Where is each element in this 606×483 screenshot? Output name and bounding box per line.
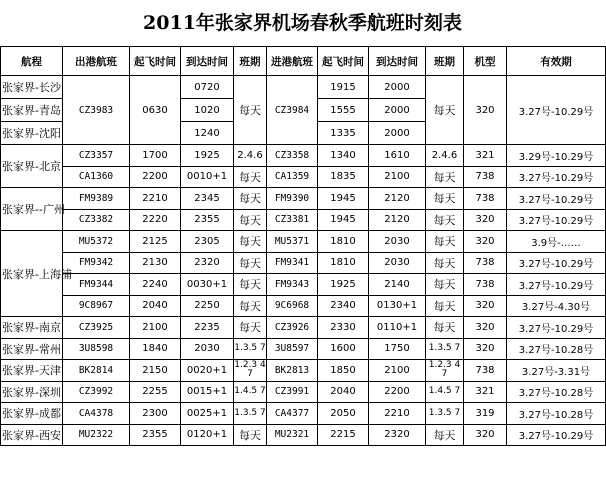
- header-validity: 有效期: [507, 47, 606, 76]
- out-dep-cell: 0630: [130, 76, 181, 145]
- in-arr-cell: 2200: [369, 381, 426, 403]
- out-dep-cell: 2240: [130, 274, 181, 296]
- out-dep-cell: 2355: [130, 424, 181, 446]
- in-dep-cell: 1945: [318, 209, 369, 231]
- out-arr-cell: 1020: [181, 99, 234, 122]
- out-flight-cell: MU2322: [63, 424, 130, 446]
- in-flight-cell: CZ3984: [267, 76, 318, 145]
- out-flight-cell: CZ3983: [63, 76, 130, 145]
- header-out-dep: 起飞时间: [130, 47, 181, 76]
- in-flight-cell: CA4377: [267, 403, 318, 425]
- out-flight-cell: BK2814: [63, 360, 130, 382]
- aircraft-cell: 738: [464, 274, 507, 296]
- in-arr-cell: 2210: [369, 403, 426, 425]
- in-days-cell: 1.4.5 7: [426, 381, 464, 403]
- in-dep-cell: 1340: [318, 145, 369, 167]
- header-out-arr: 到达时间: [181, 47, 234, 76]
- aircraft-cell: 321: [464, 145, 507, 167]
- in-dep-cell: 2050: [318, 403, 369, 425]
- in-days-cell: 每天: [426, 252, 464, 274]
- validity-cell: 3.27号-10.29号: [507, 424, 606, 446]
- flight-schedule-table: [0, 46, 606, 446]
- route-cell: 张家界-长沙: [1, 76, 63, 99]
- out-arr-cell: 1240: [181, 122, 234, 145]
- aircraft-cell: 319: [464, 403, 507, 425]
- in-flight-cell: BK2813: [267, 360, 318, 382]
- aircraft-cell: 738: [464, 166, 507, 188]
- out-flight-cell: CZ3925: [63, 317, 130, 339]
- in-arr-cell: 1610: [369, 145, 426, 167]
- route-cell: 张家界-常州: [1, 338, 63, 360]
- out-flight-cell: MU5372: [63, 231, 130, 253]
- out-days-cell: 每天: [234, 252, 267, 274]
- route-cell: 张家界-青岛: [1, 99, 63, 122]
- in-arr-cell: 2140: [369, 274, 426, 296]
- out-arr-cell: 0015+1: [181, 381, 234, 403]
- in-days-cell: 每天: [426, 231, 464, 253]
- out-dep-cell: 2130: [130, 252, 181, 274]
- out-days-cell: 1.3.5 7: [234, 403, 267, 425]
- in-days-cell: 每天: [426, 209, 464, 231]
- in-dep-cell: 1810: [318, 252, 369, 274]
- table-row: [1, 188, 606, 210]
- in-arr-cell: 2320: [369, 424, 426, 446]
- table-row: [1, 166, 606, 188]
- out-dep-cell: 1700: [130, 145, 181, 167]
- validity-cell: 3.27号-10.28号: [507, 338, 606, 360]
- validity-cell: 3.27号-10.28号: [507, 403, 606, 425]
- in-days-cell: 每天: [426, 188, 464, 210]
- out-flight-cell: CZ3992: [63, 381, 130, 403]
- route-cell: 张家界-沈阳: [1, 122, 63, 145]
- validity-cell: 3.27号-10.29号: [507, 188, 606, 210]
- in-dep-cell: 1850: [318, 360, 369, 382]
- in-days-cell: 每天: [426, 295, 464, 317]
- aircraft-cell: 320: [464, 424, 507, 446]
- table-row: [1, 209, 606, 231]
- table-row: [1, 381, 606, 403]
- aircraft-cell: 320: [464, 231, 507, 253]
- out-arr-cell: 2355: [181, 209, 234, 231]
- in-flight-cell: MU2321: [267, 424, 318, 446]
- table-row: [1, 360, 606, 382]
- in-flight-cell: FM9390: [267, 188, 318, 210]
- out-flight-cell: FM9389: [63, 188, 130, 210]
- out-flight-cell: 9C8967: [63, 295, 130, 317]
- in-arr-cell: 2100: [369, 360, 426, 382]
- out-days-cell: 每天: [234, 76, 267, 145]
- table-row: [1, 252, 606, 274]
- header-aircraft: 机型: [464, 47, 507, 76]
- in-flight-cell: CZ3991: [267, 381, 318, 403]
- in-days-cell: 每天: [426, 317, 464, 339]
- aircraft-cell: 320: [464, 317, 507, 339]
- out-arr-cell: 2030: [181, 338, 234, 360]
- validity-cell: 3.27号-10.29号: [507, 76, 606, 145]
- out-days-cell: 每天: [234, 231, 267, 253]
- out-dep-cell: 2150: [130, 360, 181, 382]
- out-dep-cell: 2040: [130, 295, 181, 317]
- header-out-flight: 出港航班: [63, 47, 130, 76]
- header-in-days: 班期: [426, 47, 464, 76]
- route-cell: 张家界-北京: [1, 145, 63, 188]
- in-arr-cell: 2000: [369, 99, 426, 122]
- out-flight-cell: FM9344: [63, 274, 130, 296]
- in-flight-cell: 3U8597: [267, 338, 318, 360]
- table-row: [1, 76, 606, 99]
- validity-cell: 3.27号-10.29号: [507, 252, 606, 274]
- in-arr-cell: 2000: [369, 76, 426, 99]
- header-in-flight: 进港航班: [267, 47, 318, 76]
- in-dep-cell: 2340: [318, 295, 369, 317]
- in-flight-cell: FM9343: [267, 274, 318, 296]
- header-in-arr: 到达时间: [369, 47, 426, 76]
- in-arr-cell: 2000: [369, 122, 426, 145]
- out-arr-cell: 0020+1: [181, 360, 234, 382]
- validity-cell: 3.27号-4.30号: [507, 295, 606, 317]
- out-flight-cell: CZ3382: [63, 209, 130, 231]
- out-arr-cell: 2320: [181, 252, 234, 274]
- aircraft-cell: 320: [464, 209, 507, 231]
- validity-cell: 3.27号-10.29号: [507, 274, 606, 296]
- in-days-cell: 2.4.6: [426, 145, 464, 167]
- out-arr-cell: 0025+1: [181, 403, 234, 425]
- out-flight-cell: CZ3357: [63, 145, 130, 167]
- in-days-cell: 1.2.3 4 7: [426, 360, 464, 382]
- aircraft-cell: 320: [464, 295, 507, 317]
- out-flight-cell: CA1360: [63, 166, 130, 188]
- header-route: 航程: [1, 47, 63, 76]
- header-out-days: 班期: [234, 47, 267, 76]
- validity-cell: 3.27号-3.31号: [507, 360, 606, 382]
- aircraft-cell: 738: [464, 252, 507, 274]
- validity-cell: 3.27号-10.29号: [507, 166, 606, 188]
- in-dep-cell: 2215: [318, 424, 369, 446]
- out-days-cell: 1.3.5 7: [234, 338, 267, 360]
- table-row: [1, 338, 606, 360]
- in-arr-cell: 2030: [369, 231, 426, 253]
- out-dep-cell: 2300: [130, 403, 181, 425]
- out-flight-cell: 3U8598: [63, 338, 130, 360]
- out-days-cell: 2.4.6: [234, 145, 267, 167]
- in-dep-cell: 1835: [318, 166, 369, 188]
- in-arr-cell: 0110+1: [369, 317, 426, 339]
- in-dep-cell: 1925: [318, 274, 369, 296]
- table-row: [1, 145, 606, 167]
- out-arr-cell: 0030+1: [181, 274, 234, 296]
- in-dep-cell: 1945: [318, 188, 369, 210]
- route-cell: 张家界--广州: [1, 188, 63, 231]
- in-flight-cell: CA1359: [267, 166, 318, 188]
- route-cell: 张家界-深圳: [1, 381, 63, 403]
- out-days-cell: 每天: [234, 188, 267, 210]
- aircraft-cell: 320: [464, 338, 507, 360]
- table-row: [1, 403, 606, 425]
- in-dep-cell: 1810: [318, 231, 369, 253]
- route-cell: 张家界-天津: [1, 360, 63, 382]
- out-arr-cell: 2250: [181, 295, 234, 317]
- out-dep-cell: 2255: [130, 381, 181, 403]
- in-days-cell: 1.3.5 7: [426, 338, 464, 360]
- validity-cell: 3.27号-10.29号: [507, 209, 606, 231]
- validity-cell: 3.29号-10.29号: [507, 145, 606, 167]
- in-flight-cell: CZ3926: [267, 317, 318, 339]
- out-dep-cell: 2100: [130, 317, 181, 339]
- in-arr-cell: 1750: [369, 338, 426, 360]
- out-days-cell: 每天: [234, 166, 267, 188]
- in-arr-cell: 2030: [369, 252, 426, 274]
- in-days-cell: 每天: [426, 166, 464, 188]
- out-arr-cell: 2235: [181, 317, 234, 339]
- route-cell: 张家界-南京: [1, 317, 63, 339]
- in-days-cell: 每天: [426, 76, 464, 145]
- table-row: [1, 295, 606, 317]
- aircraft-cell: 321: [464, 381, 507, 403]
- in-arr-cell: 2120: [369, 209, 426, 231]
- out-arr-cell: 0010+1: [181, 166, 234, 188]
- page-title: 2011年张家界机场春秋季航班时刻表: [143, 12, 462, 34]
- in-arr-cell: 0130+1: [369, 295, 426, 317]
- in-flight-cell: FM9341: [267, 252, 318, 274]
- in-arr-cell: 2120: [369, 188, 426, 210]
- aircraft-cell: 320: [464, 76, 507, 145]
- in-dep-cell: 2330: [318, 317, 369, 339]
- in-flight-cell: CZ3358: [267, 145, 318, 167]
- aircraft-cell: 738: [464, 188, 507, 210]
- in-days-cell: 1.3.5 7: [426, 403, 464, 425]
- table-row: [1, 231, 606, 253]
- out-dep-cell: 1840: [130, 338, 181, 360]
- out-dep-cell: 2220: [130, 209, 181, 231]
- in-days-cell: 每天: [426, 274, 464, 296]
- in-flight-cell: CZ3381: [267, 209, 318, 231]
- out-days-cell: 每天: [234, 424, 267, 446]
- route-cell: 张家界-上海浦: [1, 231, 63, 317]
- out-dep-cell: 2210: [130, 188, 181, 210]
- table-row: [1, 424, 606, 446]
- aircraft-cell: 738: [464, 360, 507, 382]
- out-days-cell: 1.2.3 4 7: [234, 360, 266, 380]
- validity-cell: 3.9号-……: [507, 231, 606, 253]
- validity-cell: 3.27号-10.29号: [507, 317, 606, 339]
- validity-cell: 3.27号-10.28号: [507, 381, 606, 403]
- out-days-cell: 每天: [234, 295, 267, 317]
- in-flight-cell: MU5371: [267, 231, 318, 253]
- table-row: [1, 274, 606, 296]
- out-flight-cell: FM9342: [63, 252, 130, 274]
- route-cell: 张家界-西安: [1, 424, 63, 446]
- out-arr-cell: 0720: [181, 76, 234, 99]
- out-days-cell: 1.4.5 7: [234, 381, 267, 403]
- out-arr-cell: 1925: [181, 145, 234, 167]
- in-days-cell: 每天: [426, 424, 464, 446]
- out-dep-cell: 2200: [130, 166, 181, 188]
- in-dep-cell: 2040: [318, 381, 369, 403]
- out-dep-cell: 2125: [130, 231, 181, 253]
- in-dep-cell: 1555: [318, 99, 369, 122]
- out-arr-cell: 0120+1: [181, 424, 234, 446]
- header-in-dep: 起飞时间: [318, 47, 369, 76]
- in-arr-cell: 2100: [369, 166, 426, 188]
- in-dep-cell: 1915: [318, 76, 369, 99]
- table-row: [1, 317, 606, 339]
- in-dep-cell: 1335: [318, 122, 369, 145]
- out-arr-cell: 2305: [181, 231, 234, 253]
- out-arr-cell: 2345: [181, 188, 234, 210]
- header-row: [1, 47, 606, 76]
- in-dep-cell: 1600: [318, 338, 369, 360]
- out-days-cell: 每天: [234, 209, 267, 231]
- out-days-cell: 每天: [234, 274, 267, 296]
- out-flight-cell: CA4378: [63, 403, 130, 425]
- route-cell: 张家界-成都: [1, 403, 63, 425]
- out-days-cell: 每天: [234, 317, 267, 339]
- in-flight-cell: 9C6968: [267, 295, 318, 317]
